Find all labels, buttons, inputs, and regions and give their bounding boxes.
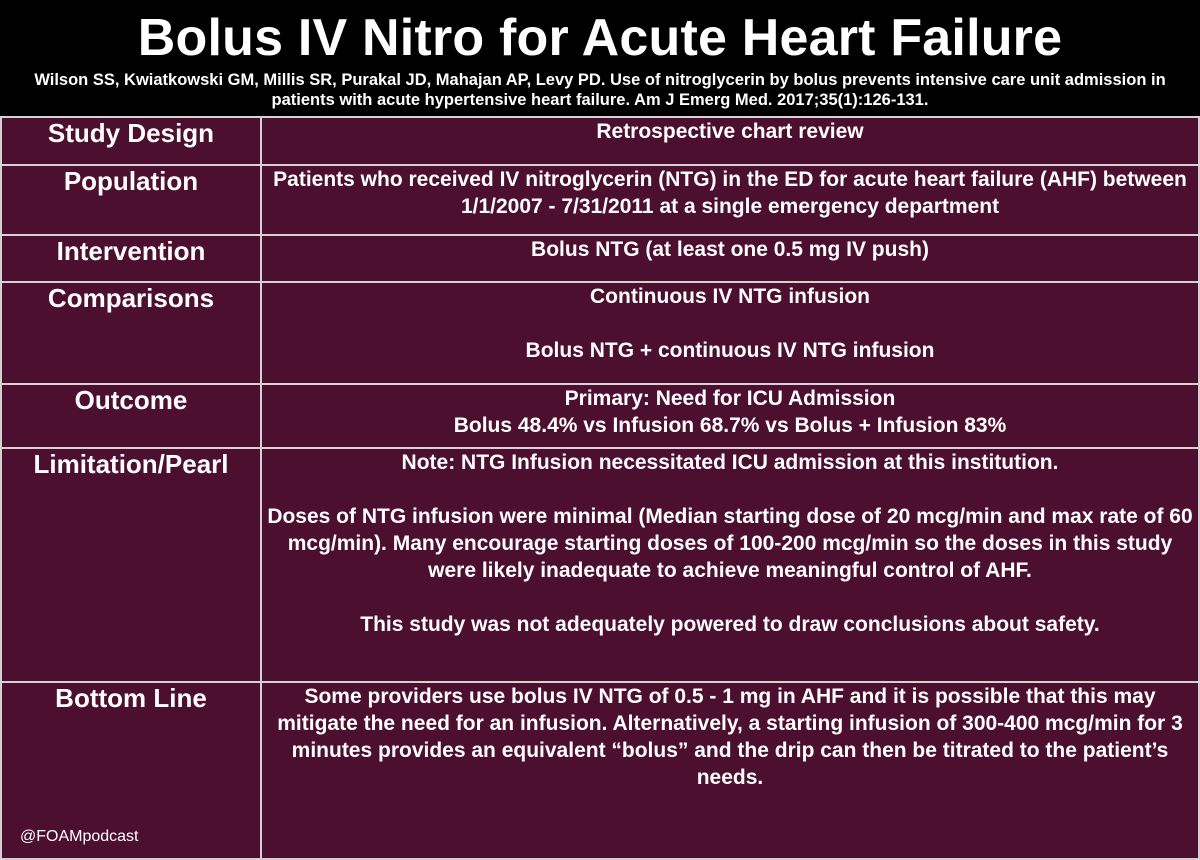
table-row-comparisons (1, 282, 1199, 384)
row-label-comparisons: Comparisons (1, 282, 261, 384)
table-row-bottom-line (1, 682, 1199, 859)
row-content-comparisons (261, 282, 1199, 384)
row-label-bottom-line: Bottom Line (1, 682, 261, 859)
row-text: Bolus NTG + continuous IV NTG infusion (525, 339, 935, 362)
page-title: Bolus IV Nitro for Acute Heart Failure (137, 9, 1063, 67)
table-row-population (1, 165, 1199, 235)
row-label-intervention: Intervention (1, 235, 261, 282)
row-content-bottom-line (261, 682, 1199, 859)
row-text: Bolus NTG (at least one 0.5 mg IV push) (531, 238, 929, 261)
table-row-limitation (1, 448, 1199, 682)
footer-handle: @FOAMpodcast (20, 828, 139, 845)
row-text: Doses of NTG infusion were minimal (Median starting dose of 20 mcg/min and max rate of 60 mcg/min). Many encourage starting doses of 100-200 mcg/min so the doses in this study were likely inadequate to achieve meaningful control of AHF. (267, 505, 1193, 582)
row-text: Continuous IV NTG infusion (590, 285, 870, 308)
row-text: Primary: Need for ICU Admission (564, 387, 896, 410)
row-label-outcome: Outcome (1, 384, 261, 448)
table-row-intervention (1, 235, 1199, 282)
row-content-intervention (261, 235, 1199, 282)
row-text: Patients who received IV nitroglycerin (NTG) in the ED for acute heart failure (AHF) between 1/1/2007 - 7/31/2011 at a single emergency department (273, 168, 1187, 218)
row-text: Note: NTG Infusion necessitated ICU admission at this institution. (401, 451, 1059, 474)
row-content-study-design (261, 117, 1199, 165)
row-label-population: Population (1, 165, 261, 235)
row-label-study-design: Study Design (1, 117, 261, 165)
row-label-limitation: Limitation/Pearl (1, 448, 261, 682)
summary-table (0, 116, 1200, 860)
table-row-outcome (1, 384, 1199, 448)
row-text: Retrospective chart review (596, 120, 864, 143)
row-text: Bolus 48.4% vs Infusion 68.7% vs Bolus + Infusion 83% (453, 414, 1007, 437)
table-row-study-design (1, 117, 1199, 165)
header (0, 0, 1200, 116)
row-content-limitation (261, 448, 1199, 682)
citation: Wilson SS, Kwiatkowski GM, Millis SR, Purakal JD, Mahajan AP, Levy PD. Use of nitroglycerin by bolus prevents intensive care unit admission in patients with acute hypertensive heart failure. Am J Emerg Med. 2017;35(1):126-131. (34, 71, 1166, 109)
row-text: This study was not adequately powered to draw conclusions about safety. (360, 613, 1100, 636)
row-content-population (261, 165, 1199, 235)
row-content-outcome (261, 384, 1199, 448)
row-text: Some providers use bolus IV NTG of 0.5 - 1 mg in AHF and it is possible that this may mitigate the need for an infusion. Alternatively, a starting infusion of 300-400 mcg/min for 3 minutes provides an equivalent “bolus” and the drip can then be titrated to the patient’s needs. (277, 685, 1183, 789)
